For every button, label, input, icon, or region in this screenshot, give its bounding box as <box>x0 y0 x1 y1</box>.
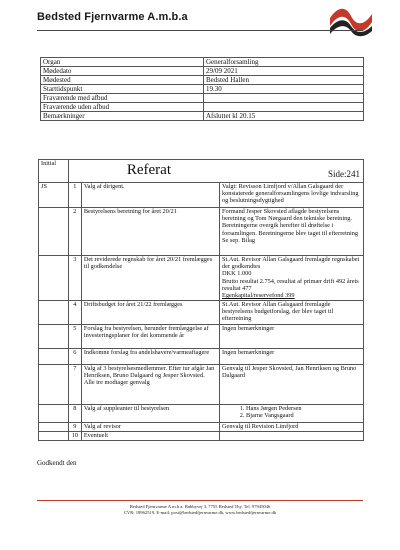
referat-title: Referat <box>126 162 171 178</box>
meta-value: 29/09 2021 <box>204 67 364 76</box>
decision-text: St.Aut. Revisor Allan Galsgaard fremlagde regnskabet der godkendtes <box>222 256 360 271</box>
agenda-item-text: Valg af 3 bestyrelsesmedlemmer. Efter tur afgår Jan Henriksen, Bruno Dalgaard og Jesper Skovsted. <box>83 365 215 380</box>
meta-label: Starttidspunkt <box>41 85 204 94</box>
decision-cell <box>220 432 364 441</box>
footer-address: Bedsted Fjernvarme A.m.b.a. Bubbyvej 3, 7755 Bedsted Thy. Tel. 97945046 <box>129 504 271 509</box>
initial-cell <box>39 423 69 432</box>
meta-label: Bemærkninger <box>41 112 204 121</box>
meta-label: Organ <box>41 58 204 67</box>
meta-value: Bedsted Hallen <box>204 76 364 85</box>
agenda-item: Valg af suppleanter til bestyrelsen <box>81 405 219 423</box>
org-name: Bedsted Fjernvarme A.m.b.a <box>37 11 188 23</box>
agenda-item: Eventuelt <box>81 432 219 441</box>
meta-row-absent-no-notice <box>41 103 364 112</box>
item-number: 10 <box>68 432 81 441</box>
decision-cell <box>220 208 364 256</box>
table-row <box>39 208 364 256</box>
initial-cell <box>39 432 69 441</box>
page-number: Side:241 <box>327 169 360 179</box>
decision-cell: Ingen bemærkninger <box>220 325 364 349</box>
footer <box>50 504 350 516</box>
meta-value <box>204 103 364 112</box>
table-row <box>39 301 364 325</box>
meta-label: Mødested <box>41 76 204 85</box>
meta-row-remarks <box>41 112 364 121</box>
table-row <box>39 256 364 301</box>
meta-row-place <box>41 76 364 85</box>
agenda-item: Indkomne forslag fra andelshavere/varmeaftagere <box>81 349 219 365</box>
suppleant-list <box>222 405 361 419</box>
table-row <box>39 365 364 405</box>
meta-value: Generalforsamling <box>204 58 364 67</box>
table-row <box>39 349 364 365</box>
initial-cell <box>39 349 69 365</box>
meta-row-absent-notice <box>41 94 364 103</box>
decision-cell <box>220 405 364 423</box>
table-row <box>39 405 364 423</box>
referat-table <box>38 159 364 441</box>
agenda-item: Driftsbudget for året 21/22 fremlægges <box>81 301 219 325</box>
table-row <box>39 432 364 441</box>
meta-value: 19.30 <box>204 85 364 94</box>
table-row <box>39 423 364 432</box>
decision-cell <box>220 256 364 301</box>
decision-cell: St.Aut. Revisor Allan Galsgaard fremlagde bestyrelsens budgetforslag, der blev taget til efterretning <box>220 301 364 325</box>
decision-line: Egenkapital/reservefond 399 <box>222 292 295 300</box>
initial-cell <box>39 301 69 325</box>
header-divider <box>37 30 363 31</box>
meeting-info-table <box>40 57 364 121</box>
initial-cell <box>39 256 69 301</box>
decision-text: Formand Jesper Skovsted aflagde bestyrelsens beretning og Tom Nørgaard den tekniske beretning. Beretningerne overgik herefter til drøftelse i forsamlingen. Beretningerne blev taget til efterretning <box>222 208 359 237</box>
table-row <box>39 183 364 208</box>
decision-cell: Genvalg til Jesper Skovsted, Jan Henriksen og Bruno Dalgaard <box>220 365 364 405</box>
decision-cell: Ingen bemærkninger <box>220 349 364 365</box>
referat-title-cell <box>68 160 363 183</box>
meta-value <box>204 94 364 103</box>
decision-line: DKK 1.000 <box>222 270 252 278</box>
approved-date-label: Godkendt den <box>37 459 77 467</box>
meta-row-organ <box>41 58 364 67</box>
agenda-item: Valg af dirigent. <box>81 183 219 208</box>
initial-cell: JS <box>39 183 69 208</box>
footer-divider <box>37 500 363 501</box>
meta-label: Fraværende med afbud <box>41 94 204 103</box>
agenda-item <box>81 365 219 405</box>
item-number: 1 <box>68 183 81 208</box>
table-row <box>39 325 364 349</box>
item-number: 3 <box>68 256 81 301</box>
initial-cell <box>39 365 69 405</box>
item-number: 4 <box>68 301 81 325</box>
agenda-item: Det reviderede regnskab for året 20/21 fremlægges til godkendelse <box>81 256 219 301</box>
agenda-item: Valg af revisor <box>81 423 219 432</box>
item-number: 6 <box>68 349 81 365</box>
meta-label: Fraværende uden afbud <box>41 103 204 112</box>
footer-contact: CVR: 18962519, E-mail: post@bedstedfjernvarme.dk, www.bedstedfjernvarme.dk <box>123 510 277 516</box>
meta-row-start <box>41 85 364 94</box>
agenda-item: Bestyrelsens beretning for året 20/21 <box>81 208 219 256</box>
list-item: 2. Bjarne Vangsgaard <box>246 412 361 419</box>
list-item: 1. Hans Jørgen Pedersen <box>246 405 361 412</box>
meta-label: Mødedato <box>41 67 204 76</box>
referat-header-row <box>39 160 364 183</box>
company-logo-icon <box>328 4 374 38</box>
agenda-item: Forslag fra bestyrelsen, herunder fremlæggelse af investeringsplaner for det kommende år <box>81 325 219 349</box>
agenda-item-note: Alle tre modtager genvalg <box>83 379 150 387</box>
item-number: 8 <box>68 405 81 423</box>
meta-value: Afsluttet kl 20.15 <box>204 112 364 121</box>
decision-cell: Genvalg til Revision Limfjord <box>220 423 364 432</box>
decision-note: Se sep. Bilag <box>222 236 256 244</box>
item-number: 2 <box>68 208 81 256</box>
initial-cell <box>39 208 69 256</box>
initial-cell <box>39 325 69 349</box>
item-number: 9 <box>68 423 81 432</box>
decision-line: Brutto resultat 2.754, resultat af primær drift 492 årets resultat 477 <box>222 277 359 292</box>
initial-cell <box>39 405 69 423</box>
item-number: 5 <box>68 325 81 349</box>
decision-cell: Valgt: Revisson Limfjord v/Allan Galsgaard der konstaterede generalforsamlingens lovlige indvarsling og beslutningsdygtighed <box>220 183 364 208</box>
initial-header: Initial <box>39 160 69 183</box>
meta-row-date <box>41 67 364 76</box>
item-number: 7 <box>68 365 81 405</box>
